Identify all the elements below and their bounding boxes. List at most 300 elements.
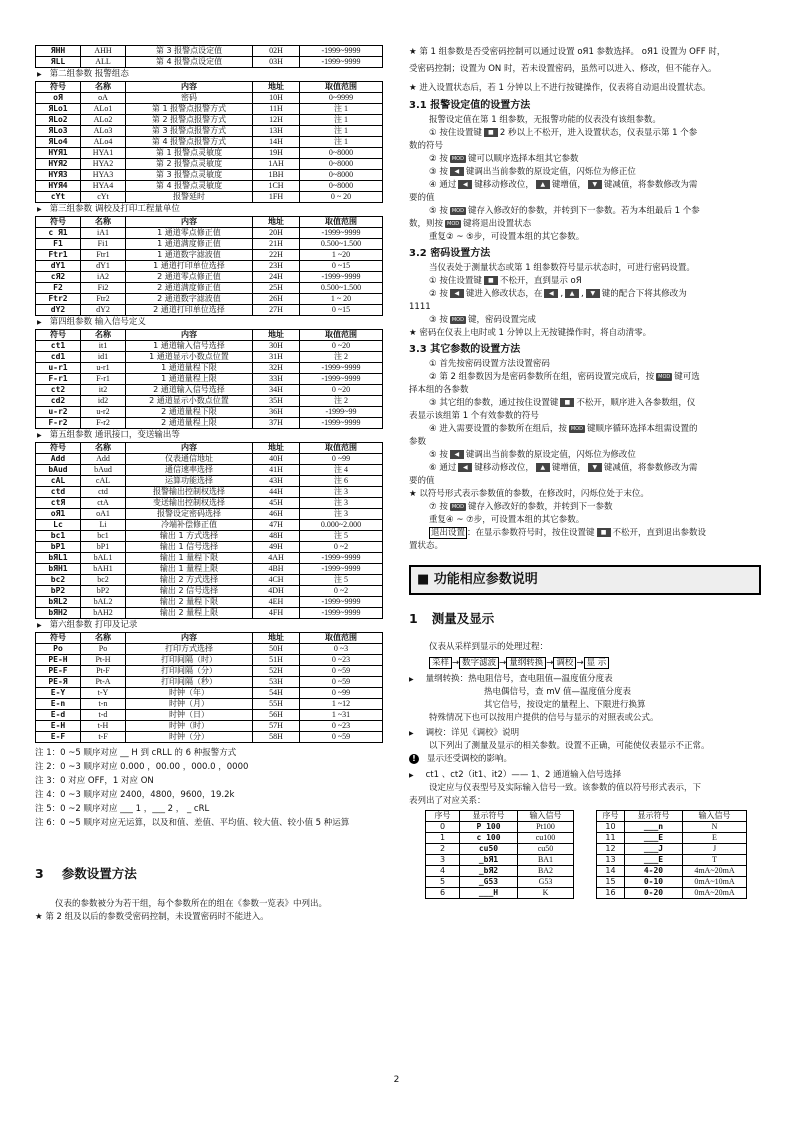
cell-range: 0 ~15 [300, 261, 383, 272]
table-row [426, 833, 574, 844]
para: ③ 按 ◀ 键调出当前参数的原设定值，闪烁位为修正位 [429, 167, 636, 177]
cell-range: -1999~9999 [300, 228, 383, 239]
para: ② 第 2 组参数因为是密码参数所在组，密码设置完成后，按 MOD 键可选 [429, 372, 700, 382]
cell-range: -1999~9999 [300, 564, 383, 575]
table-row [36, 57, 383, 68]
mod-key-icon: MOD [451, 207, 464, 214]
cell-name: Ftr2 [81, 294, 126, 305]
cell-name: dY2 [81, 305, 126, 316]
para: ③ 按 MOD 键，密码设置完成 [429, 315, 536, 325]
arrow-icon: → [452, 658, 460, 668]
cell-sym: ЯLo2 [36, 115, 81, 126]
table-row [36, 476, 383, 487]
cell-name: dY1 [81, 261, 126, 272]
cell-name: HYA2 [81, 159, 126, 170]
cell-name: t-d [81, 710, 126, 721]
header-desc: 内容 [126, 330, 253, 341]
mod-key-icon: MOD [658, 373, 671, 380]
para: 退出设置 ：在显示参数符号时，按住设置键 ■ 不松开，直到退出参数设 [431, 528, 707, 538]
cell-range: -1999~9999 [300, 597, 383, 608]
cell-addr: 58H [253, 732, 300, 743]
up-key-icon: ▲ [536, 463, 550, 472]
para: ⑦ 按 MOD 键存入修改好的参数，并转到下一参数 [429, 502, 613, 512]
cell-range: 0.500~1.500 [300, 239, 383, 250]
table-row [597, 866, 747, 877]
cell-name: iA2 [81, 272, 126, 283]
para: ① 按住设置键 ■ 不松开，直到显示 oЯ [429, 276, 582, 286]
mod-key-icon: MOD [451, 155, 464, 162]
cell-addr: 25H [253, 283, 300, 294]
cell-desc: 输出 2 方式选择 [126, 575, 253, 586]
header-name: 名称 [81, 443, 126, 454]
cell-range: 注 1 [300, 104, 383, 115]
header-addr: 地址 [253, 82, 300, 93]
shift-key-icon: ◀ [458, 180, 472, 189]
cell-desc: 第 3 报警点灵敏度 [126, 170, 253, 181]
header-sym: 符号 [36, 633, 81, 644]
cell-name: oA [81, 93, 126, 104]
para: ★ 密码在仪表上电时或 1 分钟以上无按键操作时，将自动清零。 [409, 328, 652, 338]
cell-range: -1999~9999 [300, 608, 383, 619]
cell-seq: 4 [426, 866, 460, 877]
flow-step: 显 示 [584, 657, 610, 669]
para: ③ 其它组的参数，通过按住设置键 ■ 不松开，顺序进入各参数组，仪 [429, 398, 696, 408]
table-header-row [36, 82, 383, 93]
table-row [426, 877, 574, 888]
cell-range: 0 ~15 [300, 305, 383, 316]
para: 择本组的各参数 [409, 385, 469, 395]
shift-key-icon: ◀ [450, 450, 464, 459]
cell-addr: 1BH [253, 170, 300, 181]
cell-range: 注 1 [300, 137, 383, 148]
up-key-icon: ▲ [536, 180, 550, 189]
cell-range: 0 ~3 [300, 644, 383, 655]
header-desc: 内容 [126, 443, 253, 454]
cell-seq: 11 [597, 833, 625, 844]
cell-sig: BA1 [518, 855, 574, 866]
para: ▶ ct1 、ct2（it1、it2）—— 1、2 通道输入信号选择 [409, 770, 622, 780]
header-range: 取值范围 [300, 443, 383, 454]
set-key-icon: ■ [560, 398, 574, 407]
para: ① 按住设置键 ■ 2 秒以上不松开，进入设置状态，仪表显示第 1 个参 [429, 128, 698, 138]
cell-range: -1999~9999 [300, 418, 383, 429]
cell-range: 注 6 [300, 476, 383, 487]
cell-desc: 输出 1 信号选择 [126, 542, 253, 553]
cell-range: 0 ~59 [300, 677, 383, 688]
up-key-icon: ▲ [565, 289, 579, 298]
header-name: 名称 [81, 82, 126, 93]
cell-desc: 冷端补偿修正值 [126, 520, 253, 531]
table-row [597, 844, 747, 855]
cell-name: Fi2 [81, 283, 126, 294]
cell-sig: G53 [518, 877, 574, 888]
table-row [36, 677, 383, 688]
cell-sym: _bЯ2 [460, 866, 518, 877]
cell-name: Po [81, 644, 126, 655]
cell-sym: F-r1 [36, 374, 81, 385]
mod-key-icon: MOD [570, 425, 583, 432]
header-addr: 地址 [253, 633, 300, 644]
cell-sym: E-d [36, 710, 81, 721]
table-row [597, 833, 747, 844]
para: 置状态。 [409, 541, 444, 551]
table-row [426, 888, 574, 899]
cell-name: HYA3 [81, 170, 126, 181]
cell-range: 0~8000 [300, 159, 383, 170]
note-line: 注 6：0 ~5 顺序对应无运算，以及和值、差值、平均值、较大值、较小值 5 种运算 [35, 818, 350, 828]
table-row [36, 115, 383, 126]
para: ② 按 MOD 键可以顺序选择本组其它参数 [429, 154, 579, 164]
cell-desc: 时钟（月） [126, 699, 253, 710]
cell-desc: 1 通道显示小数点位置 [126, 352, 253, 363]
cell-range: 0 ~23 [300, 655, 383, 666]
cell-desc: 2 通道打印单位选择 [126, 305, 253, 316]
set-key-icon: ■ [484, 276, 498, 285]
cell-name: ALo2 [81, 115, 126, 126]
header-desc: 内容 [126, 217, 253, 228]
cell-range: 0~9999 [300, 93, 383, 104]
cell-desc: 2 通道量程上限 [126, 418, 253, 429]
cell-name: F-r2 [81, 418, 126, 429]
cell-name: cYt [81, 192, 126, 203]
para: ④ 进入需要设置的参数所在组后，按 MOD 键顺序循环选择本组需设置的 [429, 424, 698, 434]
cell-name: it1 [81, 341, 126, 352]
cell-sym: dY2 [36, 305, 81, 316]
table-row [36, 341, 383, 352]
cell-range: 0 ~99 [300, 688, 383, 699]
cell-desc: 第 2 报警点报警方式 [126, 115, 253, 126]
mod-key-icon: MOD [451, 316, 464, 323]
table-row [36, 418, 383, 429]
header-addr: 地址 [253, 443, 300, 454]
cell-desc: 变送输出控制权选择 [126, 498, 253, 509]
cell-desc: 2 通道零点修正值 [126, 272, 253, 283]
cell-name: bAH2 [81, 608, 126, 619]
table-row [36, 374, 383, 385]
table-row [36, 732, 383, 743]
cell-range: 注 3 [300, 487, 383, 498]
table-row [36, 46, 383, 57]
cell-addr: 4DH [253, 586, 300, 597]
cell-sig: J [683, 844, 747, 855]
cell-sym: Lc [36, 520, 81, 531]
params-table [35, 632, 383, 743]
header-range: 取值范围 [300, 82, 383, 93]
cell-sig: 0mA~10mA [683, 877, 747, 888]
cell-desc: 输出 1 量程上限 [126, 564, 253, 575]
cell-desc: 1 通道打印单位选择 [126, 261, 253, 272]
bullet-icon: ▶ [37, 206, 42, 213]
cell-name: t-Y [81, 688, 126, 699]
para: 要的值 [409, 193, 435, 203]
cell-sym: bЯH1 [36, 564, 81, 575]
cell-desc: 输出 1 量程下限 [126, 553, 253, 564]
cell-desc: 打印间隔（秒） [126, 677, 253, 688]
table-row [597, 888, 747, 899]
group-title: 第四组参数 输入信号定义 [49, 317, 146, 327]
heading-3-3: 3.3 其它参数的设置方法 [409, 344, 521, 355]
table-row [36, 250, 383, 261]
cell-sym: oЯ1 [36, 509, 81, 520]
cell-sig: T [683, 855, 747, 866]
cell-name: Pt-H [81, 655, 126, 666]
cell-desc: 报警延时 [126, 192, 253, 203]
cell-sym: u-r2 [36, 407, 81, 418]
cell-desc: 报警设定密码选择 [126, 509, 253, 520]
cell-desc: 第 4 报警点设定值 [126, 57, 253, 68]
para: ④ 通过 ◀ 键移动修改位， ▲ 键增值， ▼ 键减值，将参数修改为需 [429, 180, 698, 190]
table-row [426, 855, 574, 866]
cell-sym: bЯH2 [36, 608, 81, 619]
cell-desc: 第 3 报警点设定值 [126, 46, 253, 57]
cell-sym: ___E [625, 855, 683, 866]
table-row [426, 844, 574, 855]
cell-sym: bc1 [36, 531, 81, 542]
cell-desc: 1 通道零点修正值 [126, 228, 253, 239]
para: 重复② ~ ⑤步，可设置本组的其它参数。 [429, 232, 585, 242]
table-row [36, 586, 383, 597]
cell-sig: 0mA~20mA [683, 888, 747, 899]
table-row [36, 465, 383, 476]
cell-sym: E-H [36, 721, 81, 732]
table-row [36, 520, 383, 531]
table-header-row [36, 330, 383, 341]
cell-name: AHH [81, 46, 126, 57]
table-row [36, 137, 383, 148]
cell-addr: 44H [253, 487, 300, 498]
para: 表列出了对应关系： [409, 796, 486, 806]
cell-desc: 第 3 报警点报警方式 [126, 126, 253, 137]
cell-sym: PE-Я [36, 677, 81, 688]
para: 设定应与仪表型号及实际输入信号一致。该参数的值以符号形式表示，下 [429, 783, 702, 793]
para: ▶ 调校：详见《调校》说明 [409, 728, 520, 738]
shift-key-icon: ◀ [544, 289, 558, 298]
cell-name: id2 [81, 396, 126, 407]
para: ⑤ 按 MOD 键存入修改好的参数，并转到下一参数。若为本组最后 1 个参 [429, 206, 700, 216]
para: 当仪表处于测量状态或第 1 组参数符号显示状态时，可进行密码设置。 [429, 263, 695, 273]
cell-addr: 27H [253, 305, 300, 316]
cell-addr: 1CH [253, 181, 300, 192]
cell-range: 注 1 [300, 115, 383, 126]
table-row [36, 564, 383, 575]
cell-sig: E [683, 833, 747, 844]
table-row [36, 597, 383, 608]
input-code-table-left: 序号 显示符号 输入信号 0 P 100 Pt100 1 c 100 cu100 2 cu50 cu50 3 _bЯ1 BA1 4 _bЯ2 BA2 5 _G53 G53 6 ___H K [425, 810, 574, 899]
notes [35, 746, 382, 830]
cell-desc: 运算功能选择 [126, 476, 253, 487]
table-row [36, 305, 383, 316]
header-name: 名称 [81, 330, 126, 341]
cell-sym: Add [36, 454, 81, 465]
cell-range: 0 ~99 [300, 454, 383, 465]
cell-seq: 0 [426, 822, 460, 833]
cell-addr: 26H [253, 294, 300, 305]
note-line: 注 2：0 ~3 顺序对应 0.000 ，00.00 ，000.0 ，0000 [35, 762, 249, 772]
para: 重复④ ~ ⑦步，可设置本组的其它参数。 [429, 515, 585, 525]
cell-range: 0 ~2 [300, 586, 383, 597]
cell-desc: 2 通道量程下限 [126, 407, 253, 418]
group-heading [35, 619, 382, 632]
cell-addr: 45H [253, 498, 300, 509]
bullet-icon: ▶ [37, 71, 42, 78]
cell-name: bAH1 [81, 564, 126, 575]
cell-addr: 43H [253, 476, 300, 487]
cell-sig: cu100 [518, 833, 574, 844]
cell-desc: 2 通道输入信号选择 [126, 385, 253, 396]
cell-range: 0~8000 [300, 170, 383, 181]
para: 特殊情况下也可以按用户提供的信号与显示的对照表或公式。 [429, 713, 659, 723]
table-row [36, 261, 383, 272]
table-row [36, 644, 383, 655]
table-row [36, 352, 383, 363]
cell-range: -1999~9999 [300, 272, 383, 283]
cell-sym: ___H [460, 888, 518, 899]
cell-sig: K [518, 888, 574, 899]
para: ★ 以符号形式表示参数值的参数，在修改时，闪烁位处于末位。 [409, 489, 649, 499]
exit-setting-label: 退出设置 [431, 528, 466, 538]
cell-addr: 10H [253, 93, 300, 104]
cell-desc: 1 通道输入信号选择 [126, 341, 253, 352]
cell-desc: 第 2 报警点灵敏度 [126, 159, 253, 170]
header-desc: 内容 [126, 82, 253, 93]
intro-line: 受密码控制；设置为 ON 时，若未设置密码，虽然可以进入、修改，但不能存入。 [409, 64, 717, 74]
cell-sym: E-Y [36, 688, 81, 699]
cell-range: 1 ~ 20 [300, 294, 383, 305]
table-row [36, 181, 383, 192]
cell-desc: 2 通道数字滤波值 [126, 294, 253, 305]
heading-3-1: 3.1 报警设定值的设置方法 [409, 100, 531, 111]
table-row [36, 608, 383, 619]
cell-sym: bc2 [36, 575, 81, 586]
cell-sym: ctЯ [36, 498, 81, 509]
cell-range: 1 ~20 [300, 250, 383, 261]
table-row [36, 721, 383, 732]
cell-range: 注 5 [300, 531, 383, 542]
table-row [597, 822, 747, 833]
table-row [36, 170, 383, 181]
cell-name: oA1 [81, 509, 126, 520]
cell-addr: 1FH [253, 192, 300, 203]
cell-desc: 打印间隔（分） [126, 666, 253, 677]
cell-addr: 51H [253, 655, 300, 666]
cell-addr: 13H [253, 126, 300, 137]
note-line: 注 1：0 ~5 顺序对应 __ H 到 cRLL 的 6 种报警方式 [35, 748, 237, 758]
cell-name: Fi1 [81, 239, 126, 250]
cell-desc: 报警输出控制权选择 [126, 487, 253, 498]
cell-sig: 4mA~20mA [683, 866, 747, 877]
cell-range: 注 4 [300, 465, 383, 476]
cell-sym: PE-H [36, 655, 81, 666]
cell-addr: 30H [253, 341, 300, 352]
cell-sym: F2 [36, 283, 81, 294]
cell-name: iA1 [81, 228, 126, 239]
group-title: 第二组参数 报警组态 [49, 69, 129, 79]
cell-desc: 1 通道量程下限 [126, 363, 253, 374]
table-row [36, 487, 383, 498]
cell-sym: oЯ [36, 93, 81, 104]
cell-sym: ct1 [36, 341, 81, 352]
shift-key-icon: ◀ [450, 289, 464, 298]
cell-addr: 35H [253, 396, 300, 407]
cell-range: 0 ~ 20 [300, 192, 383, 203]
group-heading [35, 68, 382, 81]
bullet-icon: ▶ [37, 622, 42, 629]
table-row [36, 294, 383, 305]
processing-flow [409, 656, 761, 670]
cell-range: 0.500~1.500 [300, 283, 383, 294]
cell-desc: 第 1 报警点报警方式 [126, 104, 253, 115]
cell-range: 0~8000 [300, 148, 383, 159]
cell-addr: 54H [253, 688, 300, 699]
cell-name: bAL2 [81, 597, 126, 608]
cell-seq: 5 [426, 877, 460, 888]
table-row [36, 93, 383, 104]
cell-desc: 时钟（年） [126, 688, 253, 699]
cell-name: F-r1 [81, 374, 126, 385]
cell-sym: cYt [36, 192, 81, 203]
cell-name: bc2 [81, 575, 126, 586]
cell-sym: cu50 [460, 844, 518, 855]
heading-3-2: 3.2 密码设置方法 [409, 248, 491, 259]
cell-range: 0 ~20 [300, 385, 383, 396]
cell-name: Ftr1 [81, 250, 126, 261]
right-column [409, 45, 761, 899]
cell-desc: 通信速率选择 [126, 465, 253, 476]
header-range: 取值范围 [300, 330, 383, 341]
cell-addr: 4AH [253, 553, 300, 564]
cell-sym: ЯLo1 [36, 104, 81, 115]
intro-line: ★ 进入设置状态后，若 1 分钟以上不进行按键操作，仪表将自动退出设置状态。 [409, 83, 711, 93]
cell-addr: 02H [253, 46, 300, 57]
flow-step: 量纲转换 [506, 657, 546, 669]
cell-addr: 12H [253, 115, 300, 126]
cell-name: t-n [81, 699, 126, 710]
group-title: 第三组参数 调校及打印工程量单位 [49, 204, 180, 214]
cell-sym: bЯL1 [36, 553, 81, 564]
table-row [36, 553, 383, 564]
cell-sym: PE-F [36, 666, 81, 677]
shift-key-icon: ◀ [458, 463, 472, 472]
table-row [36, 407, 383, 418]
table-row [36, 363, 383, 374]
cell-name: bP1 [81, 542, 126, 553]
cell-sym: bЯL2 [36, 597, 81, 608]
cell-name: ALL [81, 57, 126, 68]
shift-key-icon: ◀ [450, 167, 464, 176]
cell-addr: 56H [253, 710, 300, 721]
para: 仪表从采样到显示的处理过程： [429, 642, 549, 652]
cell-name: ALo3 [81, 126, 126, 137]
cell-addr: 1AH [253, 159, 300, 170]
cell-range: -1999~9999 [300, 363, 383, 374]
set-key-icon: ■ [597, 528, 611, 537]
table-row [36, 688, 383, 699]
table-row [36, 531, 383, 542]
note-line: 注 5：0 ~2 顺序对应 ___ 1 ，___ 2 ， _ cRL [35, 804, 210, 814]
para: ② 按 ◀ 键进入修改状态，在 ◀ , ▲ , ▼ 键的配合下将其修改为 [429, 289, 687, 299]
cell-sig: cu50 [518, 844, 574, 855]
table-row [36, 498, 383, 509]
cell-name: id1 [81, 352, 126, 363]
cell-sym: ЯHH [36, 46, 81, 57]
cell-range: 注 3 [300, 498, 383, 509]
cell-range: 注 2 [300, 396, 383, 407]
header-sym: 符号 [36, 217, 81, 228]
cell-sig: Pt100 [518, 822, 574, 833]
para: 热电偶信号，查 mV 值—温度值分度表 [484, 687, 632, 697]
header-name: 名称 [81, 217, 126, 228]
params-table [35, 216, 383, 316]
